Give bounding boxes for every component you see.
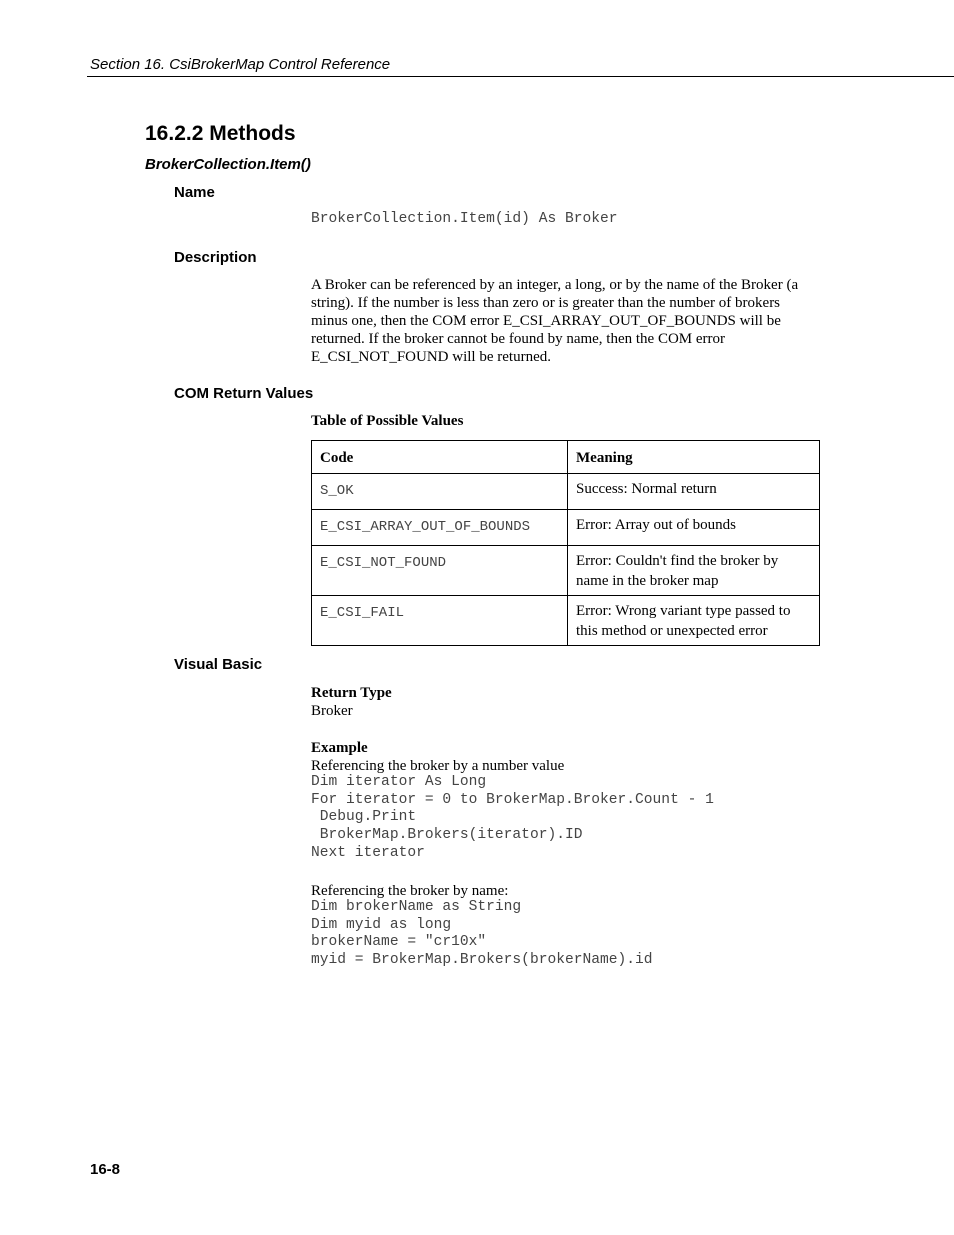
description-heading: Description <box>174 249 257 266</box>
running-header: Section 16. CsiBrokerMap Control Reference <box>90 56 391 73</box>
code-cell: E_CSI_NOT_FOUND <box>312 546 568 596</box>
meaning-cell: Error: Couldn't find the broker by name in the broker map <box>568 546 820 596</box>
method-signature: BrokerCollection.Item(id) As Broker <box>311 211 618 227</box>
table-caption: Table of Possible Values <box>311 413 464 429</box>
column-header-meaning: Meaning <box>568 441 820 474</box>
code-cell: E_CSI_FAIL <box>312 596 568 646</box>
example-label: Example <box>311 740 368 756</box>
table-row <box>312 546 820 596</box>
column-header-code: Code <box>312 441 568 474</box>
visual-basic-heading: Visual Basic <box>174 656 263 673</box>
name-heading: Name <box>174 184 215 201</box>
example1-code: Dim iterator As Long For iterator = 0 to BrokerMap.Broker.Count - 1 Debug.Print BrokerMap.Brokers(iterator).ID Next iterator <box>311 774 714 861</box>
table-row <box>312 474 820 510</box>
header-rule <box>87 76 954 77</box>
table-row <box>312 510 820 546</box>
return-type-value: Broker <box>311 703 353 719</box>
meaning-cell: Error: Array out of bounds <box>568 510 820 546</box>
code-cell: S_OK <box>312 474 568 510</box>
example1-intro: Referencing the broker by a number value <box>311 758 565 774</box>
return-type-label: Return Type <box>311 685 392 701</box>
description-text: A Broker can be referenced by an integer, a long, or by the name of the Broker (a string). If the number is less than zero or is greater than the number of brokers minus one, then the COM error E_CSI_ARRAY_OUT_OF_BOUNDS will be returned. If the broker cannot be found by name, then the COM error E_CSI_NOT_FOUND will be returned. <box>311 277 799 365</box>
section-heading: 16.2.2 Methods <box>145 122 296 145</box>
example2-intro: Referencing the broker by name: <box>311 883 509 899</box>
meaning-cell: Error: Wrong variant type passed to this method or unexpected error <box>568 596 820 646</box>
table-header-row <box>312 441 820 474</box>
page-number: 16-8 <box>90 1161 121 1178</box>
meaning-cell: Success: Normal return <box>568 474 820 510</box>
return-values-table <box>311 440 820 646</box>
method-title: BrokerCollection.Item() <box>145 156 311 173</box>
code-cell: E_CSI_ARRAY_OUT_OF_BOUNDS <box>312 510 568 546</box>
example2-code: Dim brokerName as String Dim myid as long brokerName = "cr10x" myid = BrokerMap.Brokers(brokerName).id <box>311 899 653 969</box>
table-row <box>312 596 820 646</box>
com-return-values-heading: COM Return Values <box>174 385 314 402</box>
